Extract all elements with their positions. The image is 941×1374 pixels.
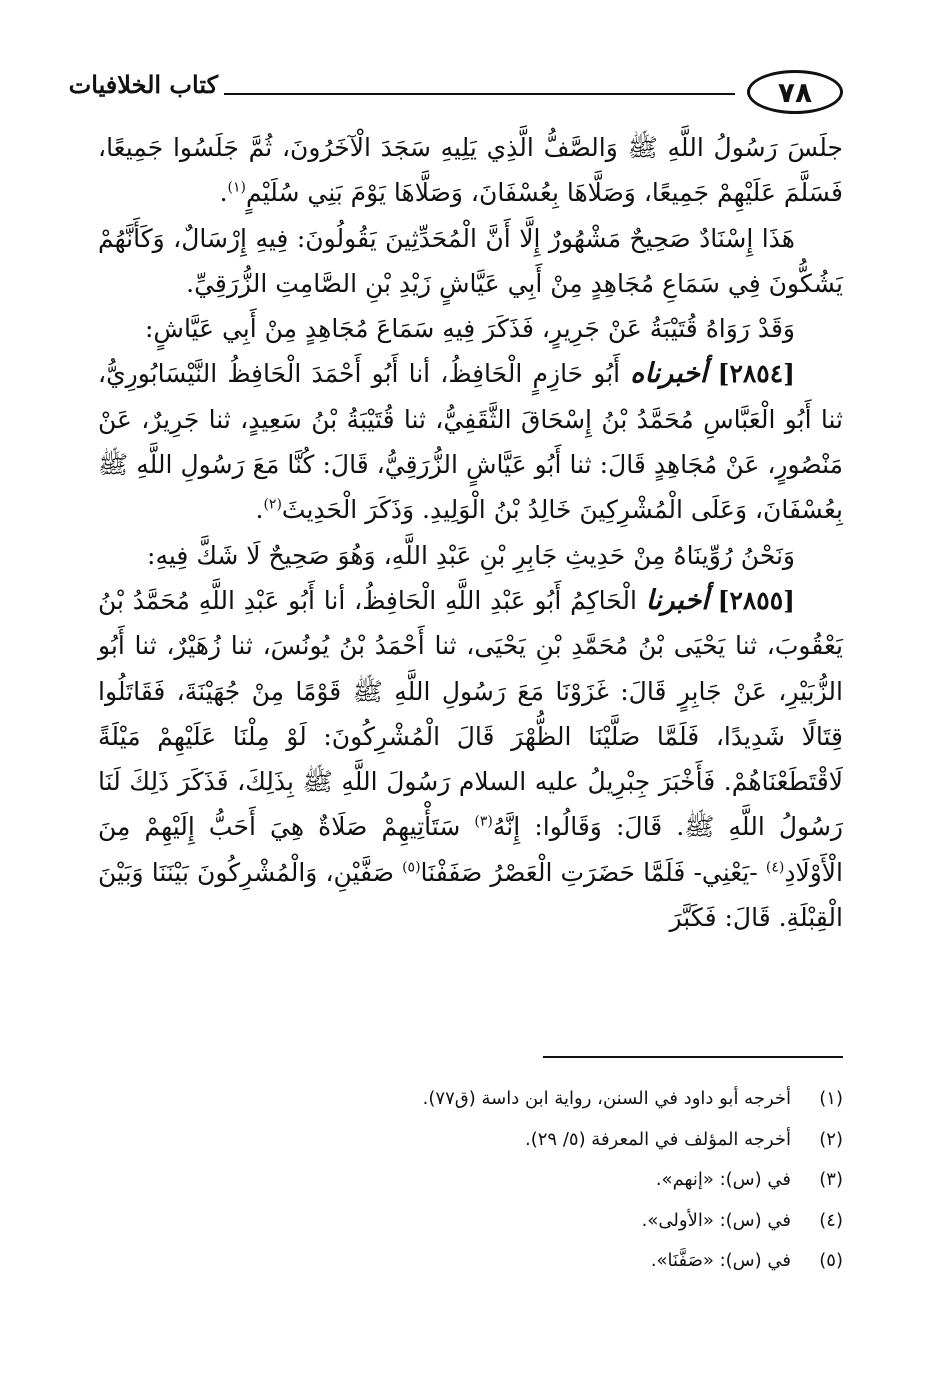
paragraph-text: صَفَّيْنِ، وَالْمُشْرِكُونَ بَيْنَنَا وَبَيْنَ الْقِبْلَةِ. قَالَ: فَكَبَّرَ [98,857,843,933]
footnote-ref: (٣) [474,814,493,831]
footnote-text: في (س): «الأولى». [641,1209,791,1231]
paragraph [98,306,843,351]
hadith-paragraph [98,578,843,940]
paragraph-text: هَذَا إِسْنَادٌ صَحِيحٌ مَشْهُورٌ إِلَّا أَنَّ الْمُحَدِّثِينَ يَقُولُونَ: فِيهِ إِرْسَالٌ، وَكَأَنَّهُمْ يَشُكُّونَ فِي سَمَاعِ مُجَاهِدٍ مِنْ أَبِي عَيَّاشٍ زَيْدِ بْنِ الصَّامِتِ الزُّرَقِيِّ. [98,223,843,298]
footnote-separator [543,1056,843,1058]
header-rule [224,93,735,95]
footnote-number: (٤) [819,1209,843,1231]
footnote [98,1120,843,1161]
paragraph [98,216,843,307]
footnote-ref: (٥) [402,859,421,876]
footnote-number: (١) [819,1088,843,1109]
footnote [98,1241,843,1282]
footnote [98,1201,843,1242]
narration-keyword: أخبرنا [645,584,709,616]
footnote-number: (٣) [819,1169,843,1191]
page-header [68,64,843,122]
paragraph-text: وَنَحْنُ رُوِّينَاهُ مِنْ حَدِيثِ جَابِرِ بْنِ عَبْدِ اللَّهِ، وَهُوَ صَحِيحٌ لَا شَكَّ فِيهِ: [147,540,795,570]
hadith-number: [٢٨٥٤] [717,359,795,389]
footnote-text: أخرجه المؤلف في المعرفة (٥/ ٢٩). [525,1128,791,1150]
paragraph-text: أَبُو حَازِمٍ الْحَافِظُ، أنا أَبُو أَحْمَدَ الْحَافِظُ النَّيْسَابُورِيُّ، ثنا أَبُو الْعَبَّاسِ مُحَمَّدُ بْنُ إِسْحَاقَ الثَّقَفِيُّ، ثنا قُتَيْبَةُ بْنُ سَعِيدٍ، ثنا جَرِيرٌ، عَنْ مَنْصُورٍ، عَنْ مُجَاهِدٍ قَالَ: ثنا أَبُو عَيَّاشٍ الزُّرَقِيُّ، قَالَ: كُنَّا مَعَ رَسُولِ اللَّهِ ﷺ بِعُسْفَانَ، وَعَلَى الْمُشْرِكِينَ خَالِدُ بْنُ الْوَلِيدِ. وَذَكَرَ الْحَدِيثَ [98,359,843,525]
footnote-ref: (١) [227,179,246,196]
footnote [98,1079,843,1120]
paragraph-text: وَقَدْ رَوَاهُ قُتَيْبَةُ عَنْ جَرِيرٍ، فَذَكَرَ فِيهِ سَمَاعَ مُجَاهِدٍ مِنْ أَبِي عَيَّاشٍ: [145,314,795,344]
paragraph-text: . [219,178,228,208]
paragraph-text: . [255,495,264,525]
running-title: كتاب الخلافيات [68,70,218,99]
paragraph-text: -يَعْنِي- فَلَمَّا حَضَرَتِ الْعَصْرُ صَفَفْنَا [420,857,766,887]
footnote-text: أخرجه أبو داود في السنن، رواية ابن داسة (ق٧٧). [422,1088,791,1109]
footnote-ref: (٢) [263,497,282,514]
footnote-number: (٥) [819,1250,843,1272]
footnotes [98,1079,843,1282]
page-number: ٧٨ [747,70,843,114]
footnote-text: في (س): «صَفَّنَا». [650,1250,791,1272]
footnote [98,1160,843,1201]
footnote-ref: (٤) [765,859,785,876]
paragraph-text: الْحَاكِمُ أَبُو عَبْدِ اللَّهِ الْحَافِظُ، أنا أَبُو عَبْدِ اللَّهِ مُحَمَّدُ بْنُ يَعْقُوبَ، ثنا يَحْيَى بْنُ مُحَمَّدِ بْنِ يَحْيَى، ثنا أَحْمَدُ بْنُ يُونُسَ، ثنا زُهَيْرٌ، ثنا أَبُو الزُّبَيْرِ، عَنْ جَابِرٍ قَالَ: غَزَوْنَا مَعَ رَسُولِ اللَّهِ ﷺ قَوْمًا مِنْ جُهَيْنَةَ، فَقَاتَلُوا قِتَالًا شَدِيدًا، فَلَمَّا صَلَّيْنَا الظُّهْرَ قَالَ الْمُشْرِكُونَ: لَوْ مِلْنَا عَلَيْهِمْ مَيْلَةً لَاقْتَطَعْنَاهُمْ. فَأَخْبَرَ جِبْرِيلُ عليه السلام رَسُولَ اللَّهِ ﷺ بِذَلِكَ، فَذَكَرَ ذَلِكَ لَنَا رَسُولُ اللَّهِ ﷺ. قَالَ: وَقَالُوا: إِنَّهُ [98,585,843,842]
footnote-text: في (س): «إنهم». [655,1169,791,1191]
paragraph-text: سَتَأْتِيهِمْ صَلَاةٌ هِيَ أَحَبُّ إِلَيْهِمْ مِنَ الْأَوْلَادِ [98,812,843,887]
main-text [98,125,843,940]
hadith-paragraph [98,351,843,532]
paragraph-text: جلَسَ رَسُولُ اللَّهِ ﷺ وَالصَّفُّ الَّذِي يَلِيهِ سَجَدَ الْآخَرُونَ، ثُمَّ جَلَسُوا جَمِيعًا، فَسَلَّمَ عَلَيْهِمْ جَمِيعًا، وَصَلَّاهَا بِعُسْفَانَ، وَصَلَّاهَا يَوْمَ بَنِي سُلَيْمٍ [98,133,843,208]
hadith-number: [٢٨٥٥] [717,585,796,615]
paragraph [98,125,843,216]
paragraph [98,533,843,578]
footnote-number: (٢) [819,1128,843,1150]
narration-keyword: أخبرناه [630,358,708,390]
